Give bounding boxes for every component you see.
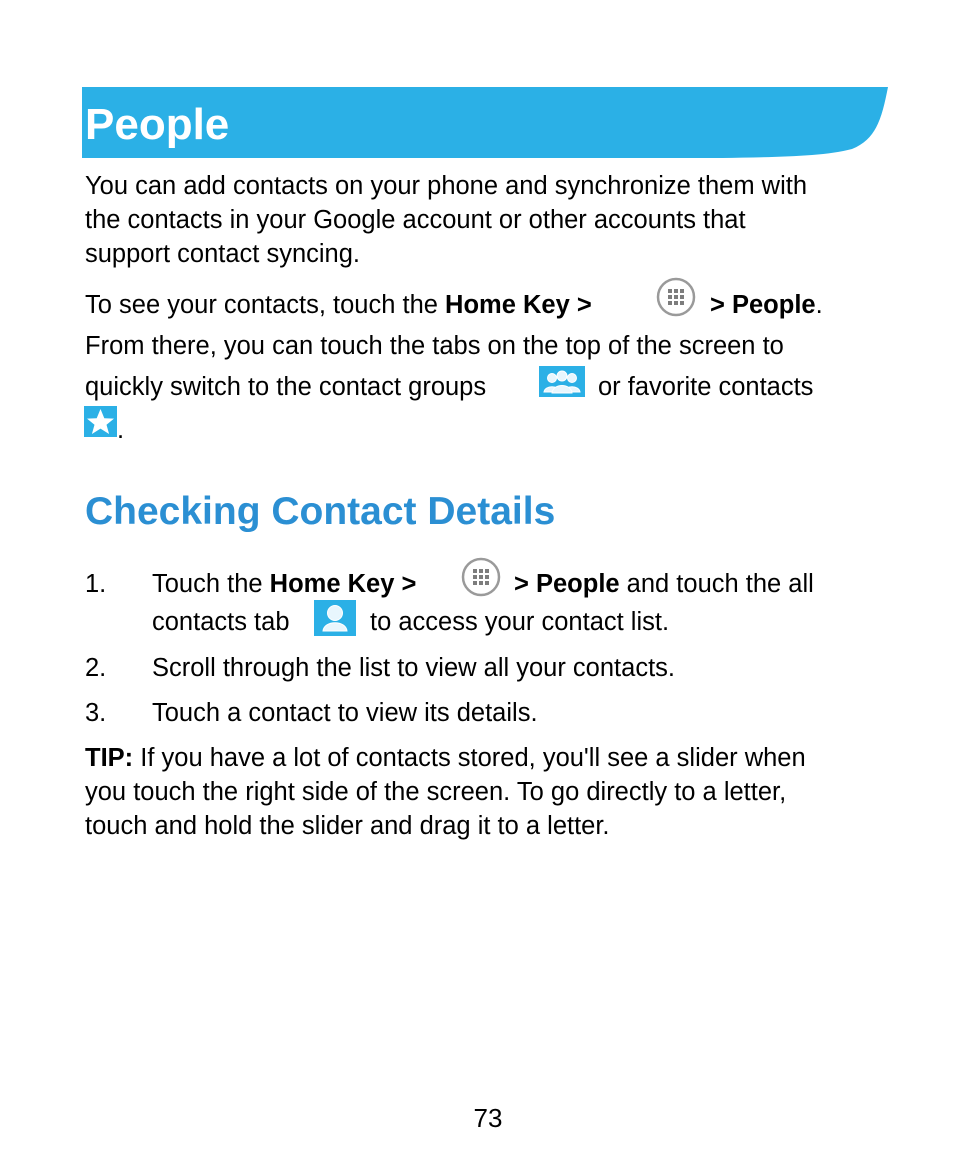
section-title: People: [85, 100, 230, 149]
people-label: > People: [710, 291, 816, 319]
step-1-line-1b: [514, 567, 814, 601]
step-number: 2.: [85, 654, 107, 682]
intro-line-2: the contacts in your Google account or other accounts that: [85, 206, 746, 234]
all-contacts-icon: [314, 600, 356, 636]
favorite-star-icon: [84, 406, 117, 437]
tip-text: If you have a lot of contacts stored, you'll see a slider when: [133, 744, 806, 772]
contact-groups-icon: [539, 366, 585, 397]
home-key-label: Home Key >: [445, 291, 592, 319]
section-banner: [82, 87, 888, 159]
tip-line-1: [85, 741, 806, 775]
home-key-label: Home Key >: [269, 570, 417, 598]
step-text: Touch the: [152, 570, 270, 598]
tip-line-2: you touch the right side of the screen. To go directly to a letter,: [85, 778, 787, 806]
step-1-line-2a: contacts tab: [152, 608, 290, 636]
tip-label: TIP:: [85, 744, 134, 772]
nav-people: [710, 288, 823, 322]
subsection-title: Checking Contact Details: [85, 490, 556, 533]
nav-line-1: [85, 288, 592, 322]
step-number: 3.: [85, 699, 107, 727]
step-1-line-1: [152, 567, 416, 601]
page-number: 73: [473, 1103, 503, 1133]
step-1-line-2b: to access your contact list.: [370, 608, 670, 636]
apps-grid-icon: [655, 276, 697, 318]
period: .: [815, 291, 823, 319]
step-2-text: Scroll through the list to view all your contacts.: [152, 654, 675, 682]
intro-line-1: You can add contacts on your phone and synchronize them with: [85, 172, 808, 200]
apps-grid-icon: [460, 556, 502, 598]
step-3-text: Touch a contact to view its details.: [152, 699, 538, 727]
step-number: 1.: [85, 570, 107, 598]
tip-line-3: touch and hold the slider and drag it to a letter.: [85, 812, 610, 840]
intro-line-3: support contact syncing.: [85, 240, 360, 268]
nav-line-3a: quickly switch to the contact groups: [85, 373, 487, 401]
nav-line-3b: or favorite contacts: [598, 373, 814, 401]
people-label: > People: [514, 570, 620, 598]
nav-line-2: From there, you can touch the tabs on the top of the screen to: [85, 332, 784, 360]
nav-text: To see your contacts, touch the: [85, 291, 446, 319]
step-text: and touch the all: [619, 570, 814, 598]
nav-line-4: .: [117, 416, 125, 444]
